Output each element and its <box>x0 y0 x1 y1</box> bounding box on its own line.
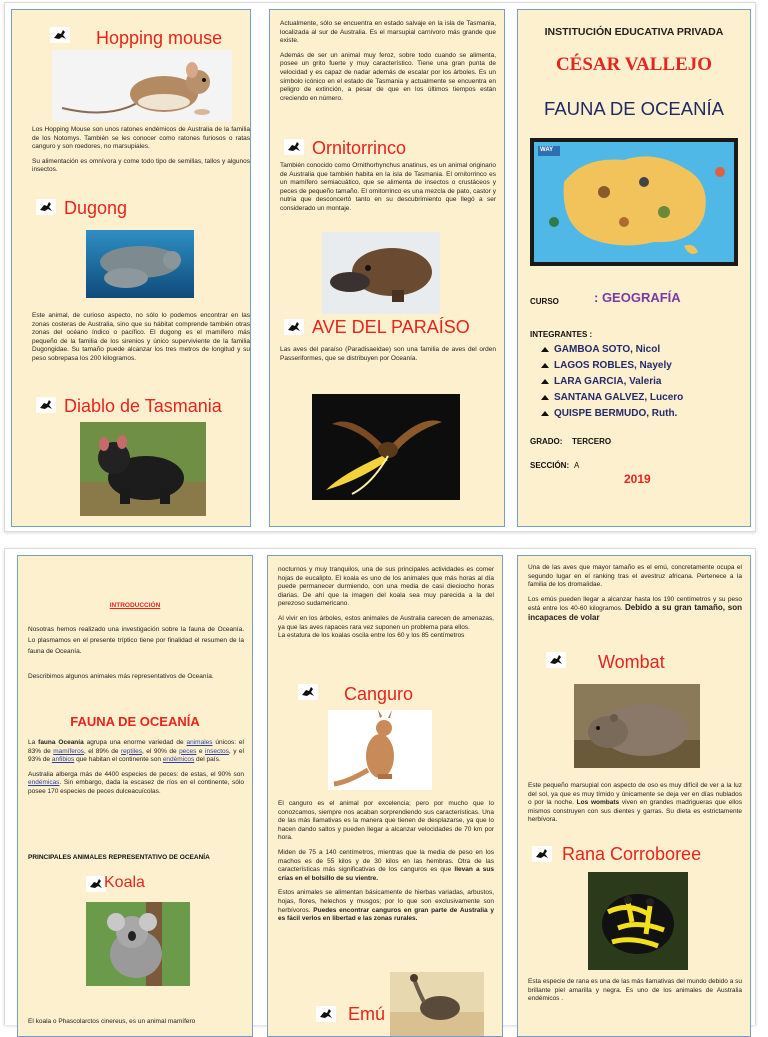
fauna-text-k: e <box>196 747 206 755</box>
koala-text: El koala o Phascolarctos cinereus, es un animal mamífero <box>28 1018 196 1025</box>
member-2 <box>540 360 672 371</box>
dugong-title: Dugong <box>64 198 128 218</box>
fauna-text-o: que habitan el continente son <box>74 756 163 764</box>
canguro-text-3b: Puedes encontrar canguros en gran parte de Australia y es fácil verlos en libertad e las zonas rurales. <box>278 906 494 923</box>
canguro-text-2a: Miden de 75 a 140 centímetros, mientras que la media de peso en los machos es de 55 kilos y de 30 kilos en las hembras. Otra de las características más significativas de los canguros es que <box>278 848 494 874</box>
kangaroo-photo <box>328 710 432 790</box>
pin-icon <box>540 377 550 386</box>
wombat-paragraph <box>528 782 742 825</box>
hopping-mouse-photo <box>52 50 232 122</box>
fauna-text-b: fauna Oceanía <box>38 739 84 746</box>
wombat-text-b: Los wombats <box>576 799 620 807</box>
emu-text-2a: Los emús pueden llegar a alcanzar hasta los 190 centímetros y su peso está entre los 40-60 kilogramos. <box>528 595 742 613</box>
cover-title: FAUNA DE OCEANÍA <box>544 98 724 119</box>
canguro-paragraph-3 <box>278 889 494 923</box>
canguro-text <box>278 800 494 930</box>
diablo-paragraph-2: Además de ser un animal muy feroz, sobre todo cuando se alimenta, posee un grito fuerte y muy característico. Tiene una gran punta de velocidad y es capaz de nadar además de escalar por los árboles. Es un símbolo icónico en el estado de Tasmania y actualmente se encuentra en peligro de extinción, a pesar de que en los últimos tiempos están creciendo en número. <box>280 51 496 102</box>
panel-introduccion <box>17 555 253 1037</box>
kangaroo-sign-icon <box>546 652 566 668</box>
curso-value: : GEOGRAFÍA <box>594 290 681 305</box>
fauna-text <box>28 739 244 803</box>
canguro-paragraph-2 <box>278 849 494 883</box>
hopping-mouse-paragraph: Los Hopping Mouse son unos ratones endémicos de Australia de la familia de los Notomys. También se les conocer como ratones furiosos o ratas canguro y son roedores, no marsupiales. <box>32 126 250 151</box>
fauna-text-e: únicos: el 83% de <box>28 739 244 755</box>
fauna-text-a: La <box>28 739 39 746</box>
dugong-photo <box>86 230 194 298</box>
emu-title: Emú <box>348 1004 386 1024</box>
fauna-text-g: , el 89% de <box>83 747 122 755</box>
member-name: SANTANA GALVEZ, Lucero <box>554 392 684 403</box>
emu-paragraph-2 <box>528 596 742 624</box>
year: 2019 <box>624 472 651 486</box>
kangaroo-sign-icon <box>36 397 56 413</box>
link-endemicas[interactable]: endémicas <box>28 779 60 787</box>
pin-icon <box>540 345 550 354</box>
koala-title: Koala <box>104 874 145 891</box>
intro-heading: INTRODUCCIÓN <box>109 602 161 609</box>
kangaroo-sign-icon <box>298 684 318 700</box>
emu-text <box>528 564 742 630</box>
fauna-text-i: , el 90% de <box>141 747 180 755</box>
tasmanian-devil-photo <box>80 422 206 516</box>
member-5 <box>540 408 677 419</box>
panel-koala-canguro-emu <box>267 555 503 1037</box>
member-4 <box>540 392 683 403</box>
canguro-paragraph-1: El canguro es el animal por excelencia; pero por mucho que lo conozcamos, siempre nos acaban sorprendiendo sus características. Una de las más llamativas es la manera que tienen de desplazarse, ya que lo hacen dando saltos y pueden llegar a alcanzar velocidades de 70 km por hora. <box>278 800 494 842</box>
platypus-photo <box>322 232 440 314</box>
map-label: WAY <box>540 147 554 153</box>
ornitorrinco-title: Ornitorrinco <box>312 138 407 158</box>
kangaroo-sign-icon <box>86 876 106 892</box>
institution-name: INSTITUCIÓN EDUCATIVA PRIVADA <box>544 26 724 38</box>
fauna-paragraph-2 <box>28 771 244 797</box>
kangaroo-sign-icon <box>284 139 304 155</box>
kangaroo-sign-icon <box>532 846 552 862</box>
kangaroo-sign-icon <box>50 27 70 43</box>
member-3 <box>540 376 661 387</box>
intro-paragraph-1: Nosotras hemos realizado una investigación sobre la fauna de Oceanía. Lo plasmamos en el presente tríptico tiene por finalidad el resumen de la fauna de Oceanía. <box>28 626 244 655</box>
emu-photo <box>390 972 484 1036</box>
ornitorrinco-text: También conocido como Ornithorhynchus anatinus, es un animal originario de Australia que también habita en la isla de Tasmania. El ornitorrinco es un mamífero semiacuático, que se alimenta de insectos o crustáceos y peces de pequeño tamaño. El ornitorrinco es una mezcla de pato, castor y nutria que desconcertó tanto en su descubrimiento que llegó a ser considerado un montaje. <box>280 162 496 212</box>
seccion-label: SECCIÓN: <box>530 461 570 470</box>
pin-icon <box>540 409 550 418</box>
fauna-text-c: agrupa una enorme variedad de <box>83 739 187 746</box>
bird-of-paradise-photo <box>312 394 460 500</box>
curso-label: CURSO <box>530 297 559 306</box>
diablo-paragraph-1: Actualmente, sólo se encuentra en estado salvaje en la isla de Tasmania, localizada al sur de Australia. Es el marsupial carnívoro más grande que existe. <box>280 20 496 45</box>
canguro-title: Canguro <box>344 684 414 704</box>
emu-text-2b: Debido a su gran tamaño, son incapaces de volar <box>528 603 742 622</box>
hopping-mouse-diet: Su alimentación es omnívora y come todo tipo de semillas, tallos y algunos insectos. <box>32 157 250 174</box>
rana-title: Rana Corroboree <box>562 844 702 864</box>
link-mamiferos[interactable]: mamíferos <box>53 747 84 755</box>
canguro-text-2b: llevan a sus crías en el bolsillo de su vientre. <box>278 866 494 882</box>
wombat-text-a: Este pequeño marsupial con aspecto de oso es muy difícil de ver a la luz del sol, ya que es muy tímido y únicamente se deja ver en días nublados o por la noche. <box>528 782 742 807</box>
koala-photo <box>86 902 190 986</box>
panel-cover <box>517 9 751 527</box>
link-anfibios[interactable]: anfibios <box>51 756 75 764</box>
link-peces[interactable]: peces <box>179 747 197 755</box>
panel-diablo-ornitorrinco-ave <box>269 9 505 527</box>
link-reptiles[interactable]: reptiles <box>121 747 142 755</box>
pin-icon <box>540 361 550 370</box>
wombat-text <box>528 782 742 831</box>
brochure-inner-side <box>4 548 756 1025</box>
wombat-title: Wombat <box>598 652 665 672</box>
rana-text: Esta especie de rana es una de las más llamativas del mundo debido a su brillante piel amarilla y negra. Es uno de los animales de Australia endémicos . <box>528 978 742 1003</box>
link-animales[interactable]: animales <box>186 739 213 746</box>
intro-text <box>28 624 244 688</box>
wombat-text-c: viven en grandes madrigueras que ellos mismos construyen con sus dientes y garras. Su dieta es estrictamente herbívora. <box>528 799 742 824</box>
hopping-mouse-text <box>32 126 250 181</box>
koala-paragraph-2: nocturnos y muy tranquilos, una de sus principales actividades es comer hojas de eucalipto. El koala es uno de los animales que más horas al día puede permanecer durmiendo, con una media de casi dieciocho horas diarias. De ahí que la imagen del koala sea muy parecida a la del perezoso sudamericano. <box>278 566 494 608</box>
member-name: LARA GARCIA, Valeria <box>554 376 662 387</box>
oceania-fauna-map <box>530 138 738 266</box>
intro-paragraph-2: Describimos algunos animales más representativos de Oceanía. <box>28 673 214 680</box>
school-name: CÉSAR VALLEJO <box>555 54 713 75</box>
canguro-text-3a: Estos animales se alimentan básicamente de hierbas variadas, arbustos, hojas, flores, helechos y musgos; por lo que son exclusivamente son herbívoros. <box>278 889 494 914</box>
grado-label: GRADO: <box>530 437 563 446</box>
fauna-text-m: , y el 93% de <box>28 747 244 764</box>
pin-icon <box>540 393 550 402</box>
panel-emu-wombat-rana <box>517 555 751 1037</box>
grado-value: TERCERO <box>572 437 612 446</box>
link-insectos[interactable]: insectos <box>205 747 229 755</box>
principales-heading: PRINCIPALES ANIMALES REPRESENTATIVO DE OCEANÍA <box>28 854 210 861</box>
seccion-value: A <box>574 461 580 470</box>
member-name: LAGOS ROBLES, Nayely <box>554 360 672 371</box>
koala-paragraph-4: La estatura de los koalas oscila entre los 60 y los 85 centímetros <box>278 632 465 640</box>
koala-continued-text <box>278 566 494 647</box>
fauna-title: FAUNA DE OCEANÍA <box>70 714 200 729</box>
fauna-text-2a: Australia alberga más de 4400 especies de peces: de estas, el 90% son <box>28 770 244 778</box>
hopping-mouse-title: Hopping mouse <box>96 28 223 48</box>
koala-paragraph-3: Al vivir en los árboles, estos animales de Australia carecen de amenazas, ya que las aves rapaces rara vez suponen un problema para ellos. <box>278 614 494 631</box>
integrantes-label: INTEGRANTES : <box>530 330 593 339</box>
diablo-title: Diablo de Tasmania <box>64 396 222 416</box>
member-name: GAMBOA SOTO, Nicol <box>554 344 661 355</box>
link-endemicos[interactable]: endémicos <box>162 756 195 764</box>
member-1 <box>540 344 660 355</box>
dugong-text: Este animal, de curioso aspecto, no sólo lo podemos encontrar en las zonas costeras de Australia, sino que su hábitat comprende también otras zonas del océano índico o pacífico. El dugong es el mamífero más pequeño de la familia de los sirenios y único superviviente de la familia Dugongidae. Su tamaño puede alcanzar los tres metros de longitud y su peso sobrepasa los 200 kilogramos. <box>32 312 250 362</box>
member-name: QUISPE BERMUDO, Ruth. <box>554 408 678 419</box>
kangaroo-sign-icon <box>36 199 56 215</box>
panel-hopping-dugong-diablo <box>11 9 251 527</box>
diablo-text <box>280 20 496 109</box>
wombat-photo <box>574 684 700 768</box>
fauna-text-q: del país. <box>194 756 221 764</box>
kangaroo-sign-icon <box>284 319 304 335</box>
fauna-paragraph-1 <box>28 739 244 765</box>
corroboree-frog-photo <box>588 872 688 970</box>
ave-paraiso-title: AVE DEL PARAÍSO <box>312 317 470 337</box>
ave-paraiso-text: Las aves del paraíso (Paradisaeidae) son una familia de aves del orden Passeriformes, que se distribuyen por Oceanía. <box>280 346 496 362</box>
brochure-outer-side <box>4 2 756 532</box>
fauna-text-2c: . Sin embargo, dada la escasez de ríos en el continente, sólo posee 170 especies de peces dulceacuícolas. <box>28 779 244 795</box>
kangaroo-sign-icon <box>316 1006 336 1022</box>
emu-paragraph-1: Una de las aves que mayor tamaño es el emú, concretamente ocupa el segundo lugar en el ranking tras el avestruz africana. Pertenece a la familia de los dromaíidae. <box>528 564 742 589</box>
